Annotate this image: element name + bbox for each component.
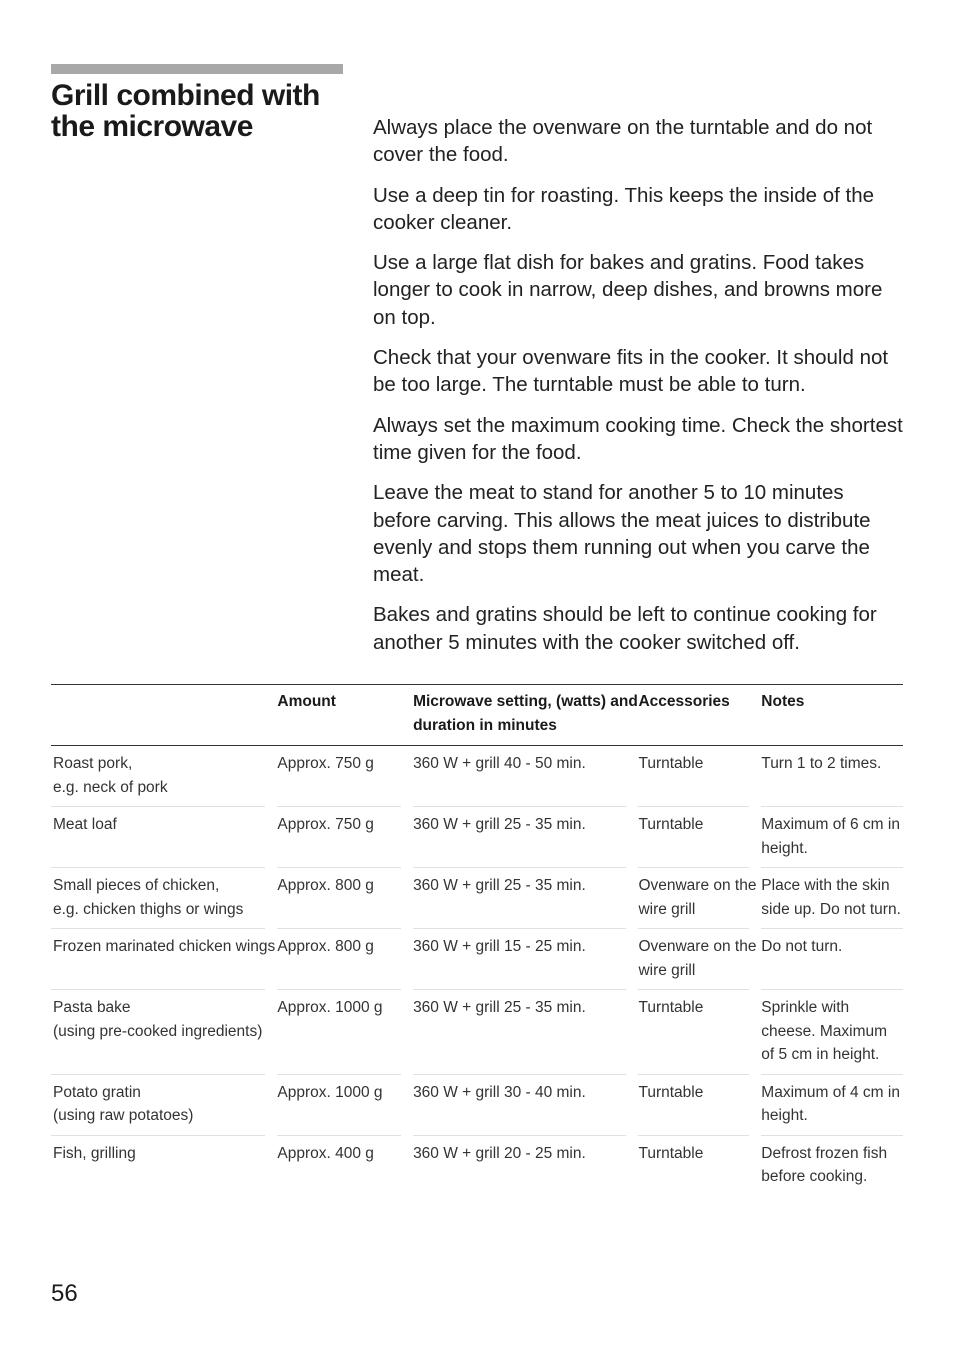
cell-amount: Approx. 800 g: [277, 938, 374, 955]
header-accessories: Accessories: [638, 684, 761, 746]
cell-amount: Approx. 800 g: [277, 877, 374, 894]
header-amount: Amount: [277, 684, 413, 746]
cell-setting: 360 W + grill 25 - 35 min.: [413, 877, 586, 894]
cell-notes: Maximum of 6 cm in height.: [761, 816, 900, 857]
cell-food: Fish, grilling: [53, 1144, 136, 1162]
intro-paragraph: Bakes and gratins should be left to continue cooking for another 5 minutes with the cooker switched off.: [373, 603, 877, 654]
intro-paragraph: Check that your ovenware fits in the cooker. It should not be too large. The turntable must be able to turn.: [373, 346, 889, 397]
cell-food: Pasta bake (using pre-cooked ingredients): [53, 999, 263, 1040]
cell-accessories: Turntable: [638, 816, 704, 833]
cell-food: Potato gratin (using raw potatoes): [53, 1083, 194, 1124]
header-food: [51, 684, 277, 746]
intro-paragraph: Use a large flat dish for bakes and gratins. Food takes longer to cook in narrow, deep dishes, and browns more on top.: [373, 251, 883, 329]
cell-setting: 360 W + grill 40 - 50 min.: [413, 755, 586, 772]
cell-accessories: Turntable: [638, 999, 704, 1016]
table-row: [51, 807, 903, 867]
table-row: [51, 929, 903, 989]
cell-notes: Defrost frozen fish before cooking.: [761, 1144, 888, 1185]
cell-amount: Approx. 750 g: [277, 816, 374, 833]
cell-amount: Approx. 750 g: [277, 755, 374, 772]
cell-setting: 360 W + grill 20 - 25 min.: [413, 1144, 586, 1162]
intro-paragraph: Always set the maximum cooking time. Check the shortest time given for the food.: [373, 413, 903, 464]
cell-accessories: Turntable: [638, 755, 704, 772]
cell-amount: Approx. 1000 g: [277, 999, 383, 1016]
cell-notes: Maximum of 4 cm in height.: [761, 1083, 900, 1124]
page-number: 56: [51, 1280, 78, 1307]
cell-notes: Sprinkle with cheese. Maximum of 5 cm in height.: [761, 999, 888, 1063]
table-header-row: [51, 684, 903, 746]
cell-food: Small pieces of chicken, e.g. chicken thighs or wings: [53, 877, 244, 918]
cell-food: Frozen marinated chicken wings: [53, 938, 276, 955]
cell-setting: 360 W + grill 30 - 40 min.: [413, 1083, 586, 1101]
table-row: [51, 1075, 903, 1135]
intro-text: [373, 114, 903, 669]
table-row: [51, 746, 903, 806]
cell-accessories: Ovenware on the wire grill: [638, 938, 757, 979]
cell-accessories: Turntable: [638, 1083, 704, 1101]
cell-amount: Approx. 1000 g: [277, 1083, 383, 1101]
table-row: [51, 1136, 903, 1196]
cell-food: Roast pork, e.g. neck of pork: [53, 755, 168, 796]
cooking-table: [51, 684, 903, 1196]
cell-setting: 360 W + grill 15 - 25 min.: [413, 938, 586, 955]
cell-notes: Do not turn.: [761, 938, 843, 955]
cell-amount: Approx. 400 g: [277, 1144, 374, 1162]
cell-food: Meat loaf: [53, 816, 117, 833]
cell-notes: Turn 1 to 2 times.: [761, 755, 882, 772]
intro-paragraph: Use a deep tin for roasting. This keeps the inside of the cooker cleaner.: [373, 183, 875, 234]
cell-accessories: Turntable: [638, 1144, 704, 1162]
intro-paragraph: Always place the ovenware on the turntable and do not cover the food.: [373, 116, 873, 167]
cell-accessories: Ovenware on the wire grill: [638, 877, 757, 918]
table-row: [51, 990, 903, 1074]
table-row: [51, 868, 903, 928]
cell-setting: 360 W + grill 25 - 35 min.: [413, 816, 586, 833]
cell-setting: 360 W + grill 25 - 35 min.: [413, 999, 586, 1016]
cell-notes: Place with the skin side up. Do not turn.: [761, 877, 901, 918]
header-notes: Notes: [761, 684, 903, 746]
intro-paragraph: Leave the meat to stand for another 5 to 10 minutes before carving. This allows the meat juices to distribute evenly and stops them running out when you carve the meat.: [373, 481, 871, 587]
page-title: Grill combined with the microwave: [51, 79, 320, 143]
section-rule: [51, 64, 343, 74]
header-setting: Microwave setting, (watts) and duration in minutes: [413, 684, 638, 746]
